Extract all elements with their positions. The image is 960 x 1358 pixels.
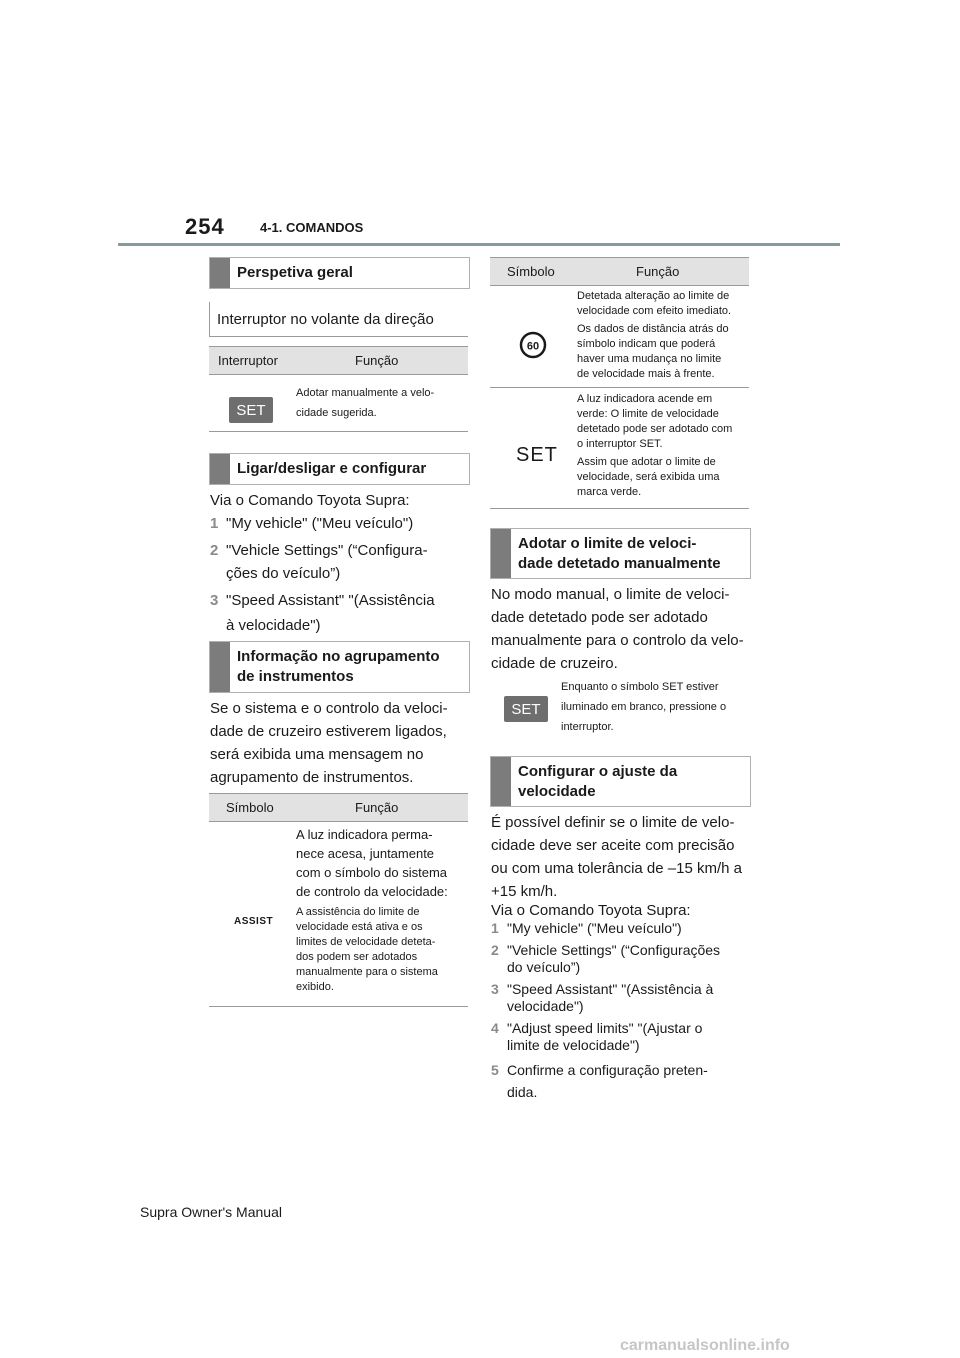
function-line: A luz indicadora acende em: [577, 393, 713, 405]
paragraph-line: É possível definir se o limite de velo-: [491, 814, 735, 831]
table-cell-function: [296, 383, 466, 423]
instruction-line: iluminado em branco, pressione o: [561, 701, 727, 713]
step-text: Confirme a configuração preten-: [507, 1062, 708, 1078]
step-text: "Adjust speed limits" "(Ajustar o: [507, 1020, 703, 1036]
function-line: velocidade, será exibida uma: [577, 471, 720, 483]
function-line: Detetada alteração ao limite de: [577, 290, 730, 302]
paragraph-line: Se o sistema e o controlo da veloci-: [210, 700, 448, 717]
section-heading-onoff: [209, 453, 470, 485]
function-line: cidade sugerida.: [296, 407, 377, 419]
list-item: [491, 920, 749, 937]
paragraph-line: +15 km/h.: [491, 883, 558, 900]
function-line: Adotar manualmente a velo-: [296, 387, 435, 399]
set-button-icon: SET: [504, 696, 548, 722]
heading-line: de instrumentos: [237, 668, 354, 685]
step-text: do veículo”): [507, 959, 581, 975]
paragraph-line: dade de cruzeiro estiverem ligados,: [210, 723, 447, 740]
step-text: limite de velocidade"): [507, 1037, 640, 1053]
function-line: haver uma mudança no limite: [577, 353, 722, 365]
heading-line: Configurar o ajuste da: [518, 762, 678, 780]
heading-text: [237, 647, 440, 687]
heading-text: [518, 534, 721, 574]
heading-bar: [210, 454, 230, 484]
adjust-paragraph: [491, 811, 749, 903]
step-text: "Speed Assistant" "(Assistência: [226, 592, 435, 609]
subheading: Interruptor no volante da direção: [217, 311, 434, 328]
list-item: [491, 1020, 749, 1054]
function-line: o interruptor SET.: [577, 438, 663, 450]
subheading-rule: [209, 336, 468, 337]
instruction-line: Enquanto o símbolo SET estiver: [561, 681, 719, 693]
table-header: [490, 257, 749, 286]
step-text: dida.: [507, 1084, 538, 1100]
function-line: Assim que adotar o limite de: [577, 456, 716, 468]
function-line: de velocidade mais à frente.: [577, 368, 715, 380]
note-line: manualmente para o sistema: [296, 966, 438, 978]
step-text: "My vehicle" ("Meu veículo"): [507, 920, 682, 936]
subheading-marker: [209, 302, 210, 336]
section-heading-cluster: [209, 641, 470, 693]
step-text: "My vehicle" ("Meu veículo"): [226, 515, 414, 532]
note-line: A assistência do limite de: [296, 906, 420, 918]
column-header-symbol: Símbolo: [507, 264, 555, 279]
paragraph-line: ou com uma tolerância de –15 km/h a: [491, 860, 742, 877]
paragraph-line: cidade de cruzeiro.: [491, 655, 618, 672]
note-line: exibido.: [296, 981, 334, 993]
intro-text: Via o Comando Toyota Supra:: [210, 492, 410, 509]
paragraph-line: será exibida uma mensagem no: [210, 746, 424, 763]
heading-line: Informação no agrupamento: [237, 648, 440, 665]
steps-list: [210, 512, 468, 637]
heading-line: Adotar o limite de veloci-: [518, 534, 697, 552]
section-heading-overview: [209, 257, 470, 289]
step-text: "Speed Assistant" "(Assistência à: [507, 981, 714, 997]
step-number: 2: [491, 942, 499, 958]
function-line: marca verde.: [577, 486, 642, 498]
list-item: [210, 539, 468, 585]
table-header: [209, 793, 468, 822]
heading-bar: [210, 642, 230, 692]
list-item: [491, 1059, 749, 1103]
instruction-line: interruptor.: [561, 721, 614, 733]
paragraph-line: cidade deve ser aceite com precisão: [491, 837, 735, 854]
step-text: "Vehicle Settings" (“Configurações: [507, 942, 721, 958]
set-symbol-icon: SET: [516, 444, 558, 466]
step-number: 2: [210, 542, 219, 559]
step-text: à velocidade"): [226, 617, 321, 634]
table-row-rule: [209, 1006, 468, 1007]
footer-text: Supra Owner's Manual: [140, 1204, 282, 1220]
speed-limit-sign-icon: [519, 331, 547, 359]
steps-list: [491, 920, 749, 1103]
cluster-paragraph: [210, 697, 468, 789]
section-heading-adjust: [490, 756, 751, 807]
note-line: limites de velocidade deteta-: [296, 936, 436, 948]
heading-bar: [210, 258, 230, 288]
function-line: detetado pode ser adotado com: [577, 423, 733, 435]
heading-text: [518, 762, 677, 802]
set-instruction: [561, 677, 749, 737]
function-line: com o símbolo do sistema: [296, 865, 448, 880]
paragraph-line: No modo manual, o limite de veloci-: [491, 586, 730, 603]
list-item: [210, 589, 468, 637]
assist-icon: ASSIST: [234, 916, 274, 927]
column-header-switch: Interruptor: [218, 353, 278, 368]
function-line: nece acesa, juntamente: [296, 846, 435, 861]
function-line: símbolo indicam que poderá: [577, 338, 716, 350]
heading-bar: [491, 529, 511, 578]
table-row-rule: [490, 508, 749, 509]
function-line: velocidade com efeito imediato.: [577, 305, 732, 317]
column-header-function: Função: [355, 800, 399, 815]
list-item: [491, 981, 749, 1015]
step-text: velocidade"): [507, 998, 584, 1014]
heading-line: dade detetado manualmente: [518, 554, 721, 572]
table-cell-function: [577, 392, 749, 500]
step-number: 3: [491, 981, 499, 997]
watermark: carmanualsonline.info: [620, 1337, 790, 1354]
paragraph-line: dade detetado pode ser adotado: [491, 609, 708, 626]
function-line: A luz indicadora perma-: [296, 827, 433, 842]
adopt-paragraph: [491, 583, 749, 675]
step-number: 4: [491, 1020, 499, 1036]
section-heading-adopt: [490, 528, 751, 579]
column-header-function: Função: [355, 353, 399, 368]
table-cell-function: [296, 825, 468, 901]
list-item: [210, 512, 468, 535]
paragraph-line: agrupamento de instrumentos.: [210, 769, 414, 786]
table-cell-function: [577, 289, 749, 382]
column-header-symbol: Símbolo: [226, 800, 274, 815]
heading-text: Ligar/desligar e configurar: [237, 460, 427, 477]
chapter-title: 4-1. COMANDOS: [260, 220, 364, 235]
step-text: "Vehicle Settings" (“Configura-: [226, 542, 428, 559]
table-row-rule: [209, 431, 468, 432]
step-text: ções do veículo”): [226, 565, 341, 582]
step-number: 1: [491, 920, 499, 936]
intro-text: Via o Comando Toyota Supra:: [491, 902, 691, 919]
heading-line: velocidade: [518, 782, 596, 800]
note-line: dos podem ser adotados: [296, 951, 418, 963]
step-number: 1: [210, 515, 219, 532]
function-line: verde: O limite de velocidade: [577, 408, 719, 420]
heading-text: Perspetiva geral: [237, 264, 353, 281]
table-header: [209, 346, 468, 375]
step-number: 3: [210, 592, 219, 609]
page-number: 254: [185, 214, 225, 239]
speed-limit-value: 60: [526, 340, 540, 353]
step-number: 5: [491, 1062, 499, 1078]
set-button-icon: SET: [229, 397, 273, 423]
header-rule: [118, 243, 840, 246]
table-row-rule: [490, 387, 749, 388]
column-header-function: Função: [636, 264, 680, 279]
heading-bar: [491, 757, 511, 806]
note-line: velocidade está ativa e os: [296, 921, 423, 933]
function-line: de controlo da velocidade:: [296, 884, 448, 899]
paragraph-line: manualmente para o controlo da velo-: [491, 632, 744, 649]
list-item: [491, 942, 749, 976]
function-line: Os dados de distância atrás do: [577, 323, 729, 335]
table-cell-note: [296, 905, 468, 995]
